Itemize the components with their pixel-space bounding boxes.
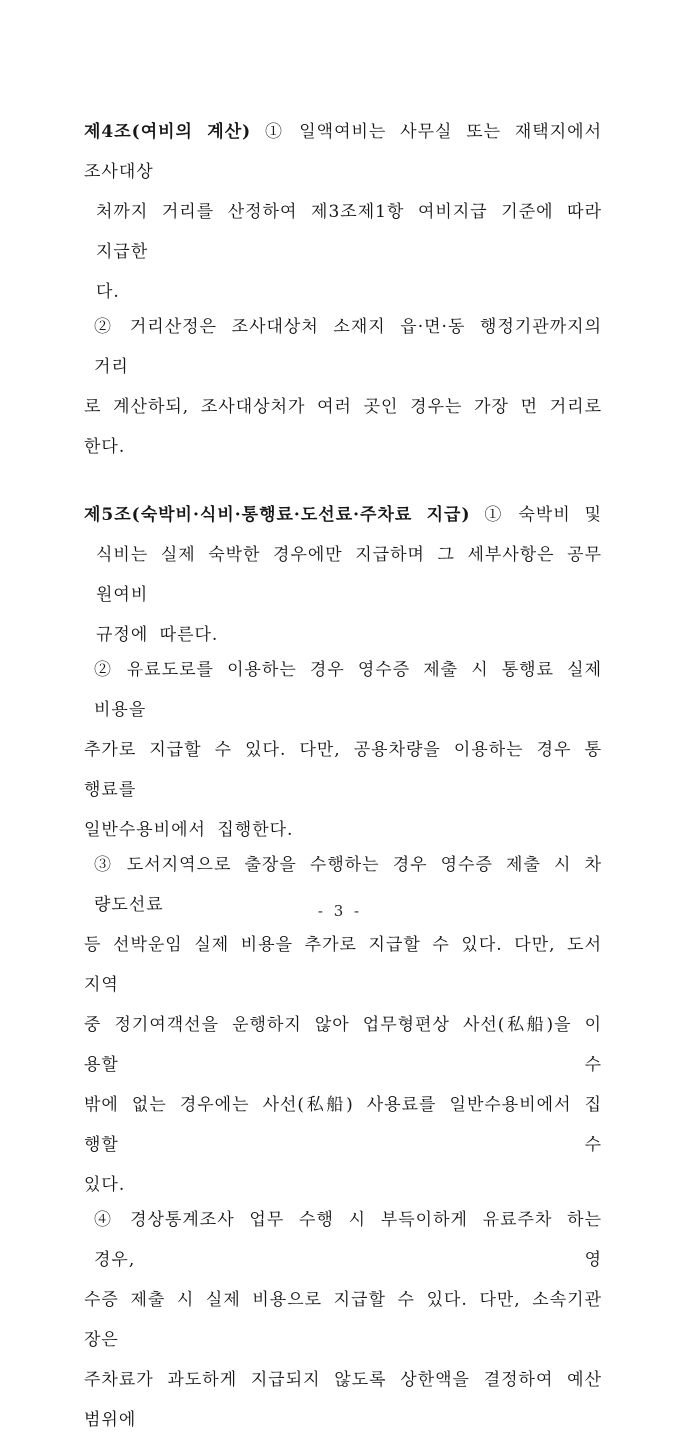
text-line <box>84 1005 602 1085</box>
text-line <box>84 272 602 312</box>
article-4 <box>84 112 602 467</box>
text-segment: 추가로 지급할 수 있다. 다만, 공용차량을 이용하는 경우 통행료를 <box>84 740 602 800</box>
paragraph <box>84 307 602 467</box>
text-segment: ② 거리산정은 조사대상처 소재지 읍·면·동 행정기관까지의 거리 <box>94 317 602 377</box>
text-segment: 제5조(숙박비·식비·통행료·도선료·주차료 지급) <box>84 505 471 525</box>
text-segment: ② 유료도로를 이용하는 경우 영수증 제출 시 통행료 실제 비용을 <box>94 660 602 720</box>
paragraph <box>84 495 602 655</box>
text-segment: 수증 제출 시 실제 비용으로 지급할 수 있다. 다만, 소속기관장은 <box>84 1290 602 1350</box>
text-segment: 등 선박운임 실제 비용을 추가로 지급할 수 있다. 다만, 도서지역 <box>84 935 602 995</box>
text-line <box>84 810 602 850</box>
text-line <box>84 1360 602 1440</box>
text-segment: 일반수용비에서 집행한다. <box>84 820 294 840</box>
text-segment: 밖에 없는 경우에는 사선(私船) 사용료를 일반수용비에서 집행할 수 <box>84 1095 602 1155</box>
text-line <box>84 307 602 387</box>
page-number: - 3 - <box>317 902 363 920</box>
text-line <box>84 615 602 655</box>
text-segment: 주차료가 과도하게 지급되지 않도록 상한액을 결정하여 예산범위에 <box>84 1370 602 1430</box>
text-segment: ③ 도서지역으로 출장을 수행하는 경우 영수증 제출 시 차량도선료 <box>94 855 602 915</box>
article-5 <box>84 495 602 1440</box>
text-line <box>84 495 602 535</box>
text-line <box>84 1280 602 1360</box>
text-segment: 규정에 따른다. <box>96 625 219 645</box>
paragraph <box>84 845 602 1205</box>
text-line <box>84 650 602 730</box>
text-segment: 로 계산하되, 조사대상처가 여러 곳인 경우는 가장 먼 거리로 한다. <box>84 397 602 457</box>
text-line <box>84 1200 602 1280</box>
text-segment: ① 일액여비는 사무실 또는 재택지에서 조사대상 <box>84 122 602 182</box>
text-line <box>84 925 602 1005</box>
text-segment: 중 정기여객선을 운행하지 않아 업무형편상 사선(私船)을 이용할 수 <box>84 1015 602 1075</box>
text-segment: ④ 경상통계조사 업무 수행 시 부득이하게 유료주차 하는 경우, 영 <box>94 1210 602 1270</box>
text-line <box>84 535 602 615</box>
text-line <box>84 192 602 272</box>
text-line <box>84 1165 602 1205</box>
paragraph <box>84 112 602 312</box>
text-line <box>84 730 602 810</box>
document-body <box>84 112 602 1440</box>
paragraph <box>84 650 602 850</box>
text-line <box>84 1085 602 1165</box>
text-line <box>84 112 602 192</box>
text-segment: 처까지 거리를 산정하여 제3조제1항 여비지급 기준에 따라 지급한 <box>96 202 602 262</box>
text-segment: 다. <box>96 282 120 302</box>
text-segment: 식비는 실제 숙박한 경우에만 지급하며 그 세부사항은 공무원여비 <box>96 545 602 605</box>
paragraph <box>84 1200 602 1440</box>
text-segment: 제4조(여비의 계산) <box>84 122 252 142</box>
text-segment: ① 숙박비 및 <box>470 505 603 525</box>
text-segment: 있다. <box>84 1175 126 1195</box>
text-line <box>84 387 602 467</box>
